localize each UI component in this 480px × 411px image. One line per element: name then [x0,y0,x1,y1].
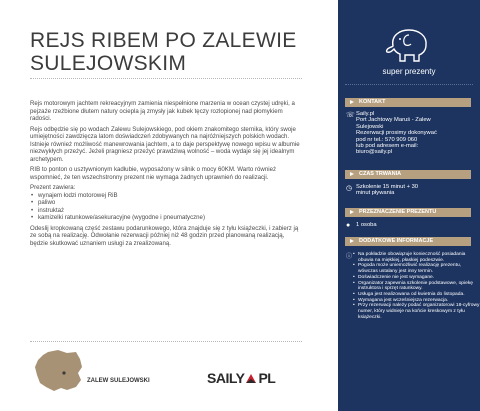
duration-header: CZAS TRWANIA [345,170,471,179]
info-item: • Wymagana jest wcześniejsza rezerwacja. [358,298,480,304]
map-label: ZALEW SULEJOWSKI [87,378,150,384]
duration-details [356,184,474,197]
duration-line: Szkolenie 15 minut + 30 [356,184,419,190]
paragraph-intro: Rejs motorowym jachtem rekreacyjnym zamienia niespełnione marzenia w ocean czystej udręki, a pejzaże rzeźbione dłutem natury ociepla ją zmysły jak kubek tęczy rozlopionej nad płomykiem radości. [30,100,295,122]
additional-info-list [354,252,480,320]
contact-line: Sulejowski [356,123,384,130]
info-item: • Doświadczenie nie jest wymagane. [358,275,480,281]
recipient-count: 1 osoba [356,222,377,228]
elephant-logo-icon [383,26,435,64]
contact-line: Saily.pl [356,111,375,117]
contact-line: biuro@saily.pl [356,149,393,156]
info-item: • Na pokładzie obowiązuje konieczność posiadania obuwia na miękkiej, płaskiej podeszwie. [358,252,480,263]
info-icon: ⓘ [346,254,353,260]
top-divider [30,78,302,79]
logo-text-left: SAILY [207,370,245,386]
saily-logo [207,370,275,386]
paragraph-booking: Odeslij kropkowaną część zestawu podarunkowego, która znajduje się z tyłu książeczki, i zabierz ją ze sobą na realizację. Odwołanie rezerwacji później niż 48 godzin przed planowaną realizacją, będzie skutkować uznaniem usługi za zrealizowaną. [30,224,299,247]
bottom-divider [30,341,302,342]
list-item: • wynajem łodzi motorowej RiB [38,192,300,200]
list-item: • paliwo [38,199,300,207]
info-item: • Organizator zapewnia szkolenie podstawowe, opiekę instruktora i sprzęt ratunkowy. [358,281,480,292]
info-item: • Przy rezerwacji należy podać organizatorowi 18-cyfrowy numer, który widnieje na końcie kreskowym z tyłu książeczki. [358,303,480,320]
list-item: • kamizelki ratunkowe/asekuracyjne (wygodne i pneumatyczne) [38,214,300,222]
title-line-2: SULEJOWSKIM [30,52,187,75]
contact-details [356,111,474,156]
flag-icon [245,371,257,382]
page-title [30,29,310,75]
list-item: • instruktaż [38,207,300,215]
contact-line: Rezerwacji prosimy dokonywać [356,130,437,137]
brand-name: super prezenty [382,67,436,76]
contact-line: lub pod adresem e-mail: [356,143,419,150]
info-item: • Pogoda może uniemożliwić realizację prezentu, wówczas ustalany jest inny termin. [358,263,480,274]
person-icon: ● [346,222,351,229]
sidebar-divider [345,84,473,85]
contact-header: KONTAKT [345,98,471,107]
title-line-1: REJS RIBEM PO ZALEWIE [30,29,297,52]
contact-line: Port Jachtowy Maruś - Zalew [356,117,431,124]
contact-line: pod nr tel.: 570 909 060 [356,136,418,143]
duration-line: minut pływania [356,190,395,197]
info-item: • Usługa jest realizowana od kwietnia do listopada. [358,292,480,298]
phone-icon: ☏ [346,112,355,119]
paragraph-route: Rejs odbędzie się po wodach Zalewu Sulejowskiego, pod okiem znakomitego sternika, który swoje umiejętności zawdzięcza latom doświadczeń zdobywanych na najróżniejszych polskich wodach. Istnieje również możliwość manewrowania jachtem, a to daje perspektywę nowego wpisu w albumie niezwykłych przeżyć. Jeżeli pragniesz przeżyć prawdziwą wolność – woda wydaje się jej idealnym archetypem. [30,125,300,163]
description [30,100,300,250]
clock-icon: ◷ [346,185,353,192]
poland-map-icon [34,349,84,393]
logo-text-right: PL [258,370,276,386]
recipient-header: PRZEZNACZENIE PREZENTU [345,208,471,217]
additional-info-header: DODATKOWE INFORMACJE [345,237,471,246]
list-title: Prezent zawiera: [30,184,76,191]
paragraph-rib: RIB to ponton o usztywnionym kadłubie, wyposażony w silnik o mocy 60KM. Warto również wspomnieć, że ten wszechstronny prezent nie wymaga żadnych uprawnień do realizacji. [30,166,276,181]
includes-list [30,192,300,222]
